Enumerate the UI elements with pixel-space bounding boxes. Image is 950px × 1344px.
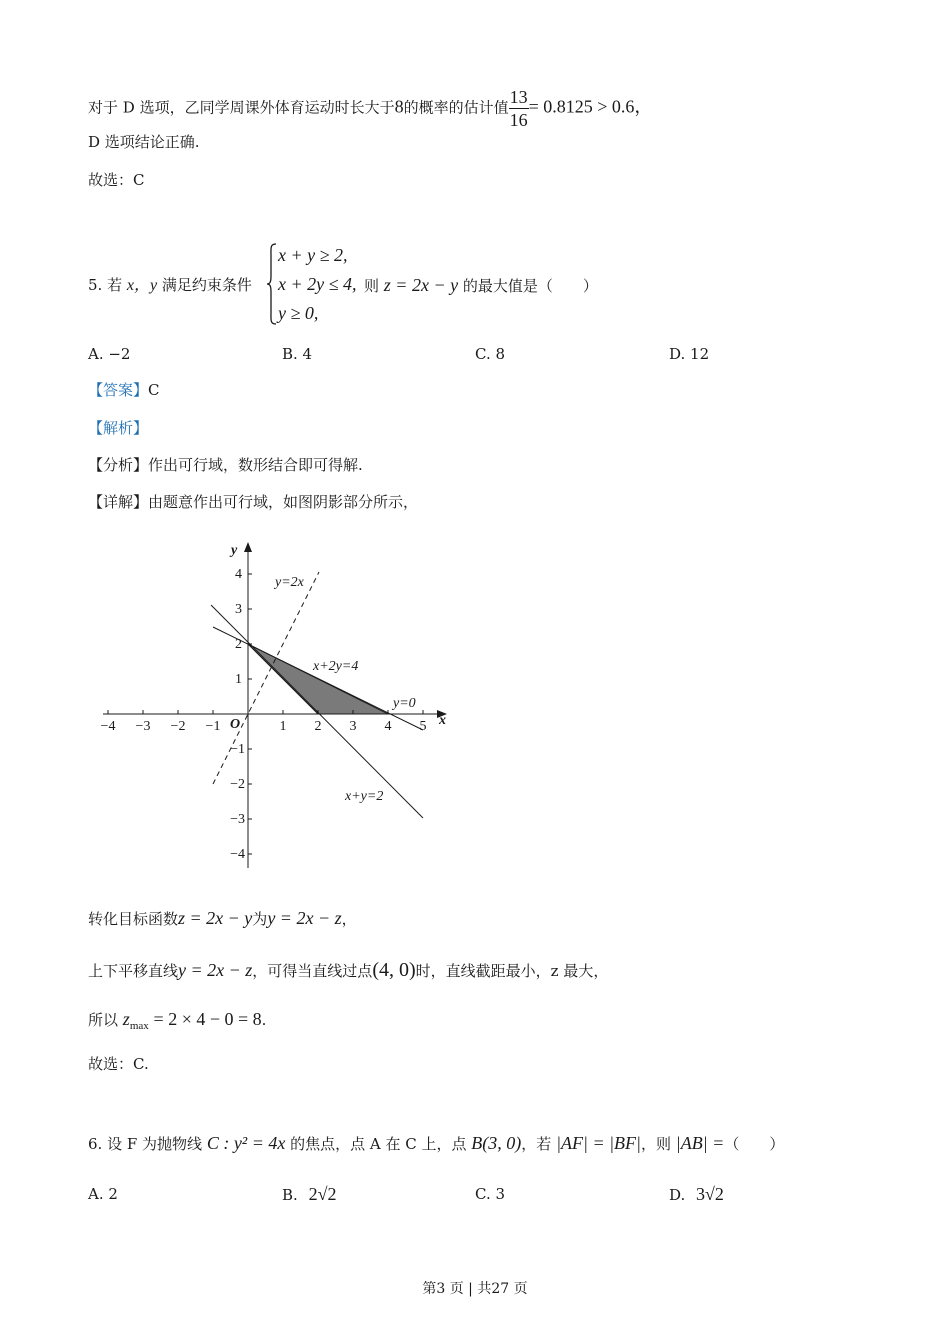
x-tick-label: −3 <box>135 719 151 734</box>
s2-formula: y = 2x − z <box>178 960 253 980</box>
x-tick-label: −4 <box>100 719 116 734</box>
d-option-text-mid: 的概率的估计值 <box>403 98 509 117</box>
analysis-tag <box>88 418 148 438</box>
q6-lead: 6. 设 F 为抛物线 <box>88 1135 203 1153</box>
s1-mid: 为 <box>252 910 268 928</box>
label-y-0: y=0 <box>393 696 416 711</box>
fraction-denominator: 16 <box>509 110 528 130</box>
xiangjie-tag: 【详解】 <box>88 493 149 511</box>
constraint-brace <box>266 242 278 326</box>
q5-condition-text: 满足约束条件 <box>161 276 252 294</box>
constraint-3: y ≥ 0, <box>278 303 319 323</box>
x-tick-label: 2 <box>314 719 322 734</box>
q6-option-d <box>669 1184 724 1205</box>
d-option-text: 对于 D 选项，乙同学周课外体育运动时长大于 <box>88 98 395 117</box>
q6-mid1: 的焦点，点 A 在 C 上，点 <box>290 1135 467 1153</box>
q6-ask: |AB| = <box>675 1133 725 1153</box>
q6-option-a: A. 2 <box>88 1185 118 1203</box>
fenxi-text: 作出可行域，数形结合即可得解. <box>148 456 363 474</box>
q6-option-d-value: 3√2 <box>696 1184 724 1204</box>
q6-point-b: B(3, 0) <box>471 1133 522 1153</box>
q5-stem-left <box>88 275 252 296</box>
y-tick-label: 2 <box>235 637 242 652</box>
xiangjie-text: 由题意作出可行域，如图阴影部分所示， <box>148 493 419 511</box>
x-tick-label: 3 <box>349 719 357 734</box>
q5-vars: x，y <box>126 277 158 294</box>
label-y-2x: y=2x <box>275 575 304 590</box>
constraint-1: x + y ≥ 2, <box>278 245 348 265</box>
q5-option-d: D. 12 <box>669 345 710 363</box>
q6-option-d-label: D. <box>669 1186 686 1204</box>
q5-tail-post: 的最大值是（ ） <box>462 277 598 295</box>
x-tick-label: −1 <box>205 719 221 734</box>
s3-z: z <box>122 1009 130 1029</box>
y-axis-label: y <box>231 543 238 558</box>
q5-option-a: A. −2 <box>88 345 131 363</box>
answer-tag: 【答案】 <box>88 381 149 399</box>
s1-formula-2: y = 2x − z <box>267 908 342 928</box>
d-option-eight: 8 <box>394 96 404 117</box>
fenxi-line <box>88 455 363 475</box>
q5-option-b: B. 4 <box>282 345 313 363</box>
s1-end: ， <box>341 910 357 928</box>
y-tick-label: 1 <box>235 672 242 687</box>
solution-line-3 <box>88 1009 266 1036</box>
y-tick-label: 3 <box>235 602 242 617</box>
q5-lead: 5. 若 <box>88 276 123 294</box>
y-axis-arrow <box>244 542 252 552</box>
y-tick-label: −4 <box>230 847 245 862</box>
s1-formula-1: z = 2x − y <box>178 908 253 928</box>
fraction-numerator: 13 <box>509 87 528 107</box>
analysis-tag-text: 【解析】 <box>88 419 149 437</box>
probability-fraction <box>509 86 529 131</box>
line-x-plus-2y-4 <box>213 627 423 730</box>
q6-mid2: ，若 <box>521 1135 552 1153</box>
d-option-conclusion: D 选项结论正确. <box>88 133 200 151</box>
s1-pre: 转化目标函数 <box>88 910 179 928</box>
q5-stem-right <box>364 275 598 296</box>
feasible-region-graph <box>95 538 465 880</box>
probability-value: = 0.8125 > 0.6， <box>528 96 653 117</box>
d-option-line <box>88 86 652 131</box>
y-tick-label: −2 <box>230 777 245 792</box>
s2-pre: 上下平移直线 <box>88 962 179 980</box>
s3-pre: 所以 <box>88 1011 119 1029</box>
solution-line-2 <box>88 960 608 981</box>
q5-tail-pre: 则 <box>364 277 380 295</box>
x-axis-label: x <box>439 713 446 728</box>
q6-option-c: C. 3 <box>475 1185 506 1203</box>
s3-end: . <box>261 1011 267 1029</box>
q5-option-c: C. 8 <box>475 345 506 363</box>
q6-option-b-value: 2√2 <box>308 1184 337 1204</box>
answer-line <box>88 380 160 400</box>
solution-line-1 <box>88 908 357 929</box>
x-tick-label: −2 <box>170 719 186 734</box>
s2-mid: ，可得当直线过点 <box>252 962 373 980</box>
y-tick-label: −1 <box>230 742 245 757</box>
xiangjie-line <box>88 492 418 512</box>
fenxi-tag: 【分析】 <box>88 456 149 474</box>
s3-sub: max <box>129 1020 149 1032</box>
page-footer: 第3 页 | 共27 页 <box>422 1281 528 1297</box>
d-option-pick: 故选：C <box>88 171 145 189</box>
solution-pick: 故选：C. <box>88 1055 149 1073</box>
q6-condition: |AF| = |BF| <box>556 1133 641 1153</box>
q6-option-b <box>282 1184 336 1205</box>
x-tick-label: 5 <box>419 719 427 734</box>
s3-eq: = 2 × 4 − 0 = 8 <box>153 1009 262 1029</box>
q6-mid3: ，则 <box>641 1135 672 1153</box>
s2-end: 时，直线截距最小，z 最大， <box>415 962 609 980</box>
x-tick-label: 4 <box>384 719 392 734</box>
label-x-plus-2y-4: x+2y=4 <box>313 659 359 674</box>
constraint-2: x + 2y ≤ 4, <box>278 274 357 294</box>
q6-stem <box>88 1133 784 1154</box>
origin-label: O <box>230 717 241 732</box>
y-tick-label: 4 <box>235 567 242 582</box>
q6-curve: C : y² = 4x <box>206 1133 286 1153</box>
q5-objective: z = 2x − y <box>383 275 459 295</box>
y-tick-label: −3 <box>230 812 245 827</box>
q6-option-b-label: B. <box>282 1186 298 1204</box>
label-x-plus-y-2: x+y=2 <box>345 789 384 804</box>
s2-point: (4, 0) <box>372 959 416 981</box>
q6-tail: （ ） <box>724 1135 785 1153</box>
x-tick-label: 1 <box>279 719 287 734</box>
answer-value: C <box>148 381 160 399</box>
